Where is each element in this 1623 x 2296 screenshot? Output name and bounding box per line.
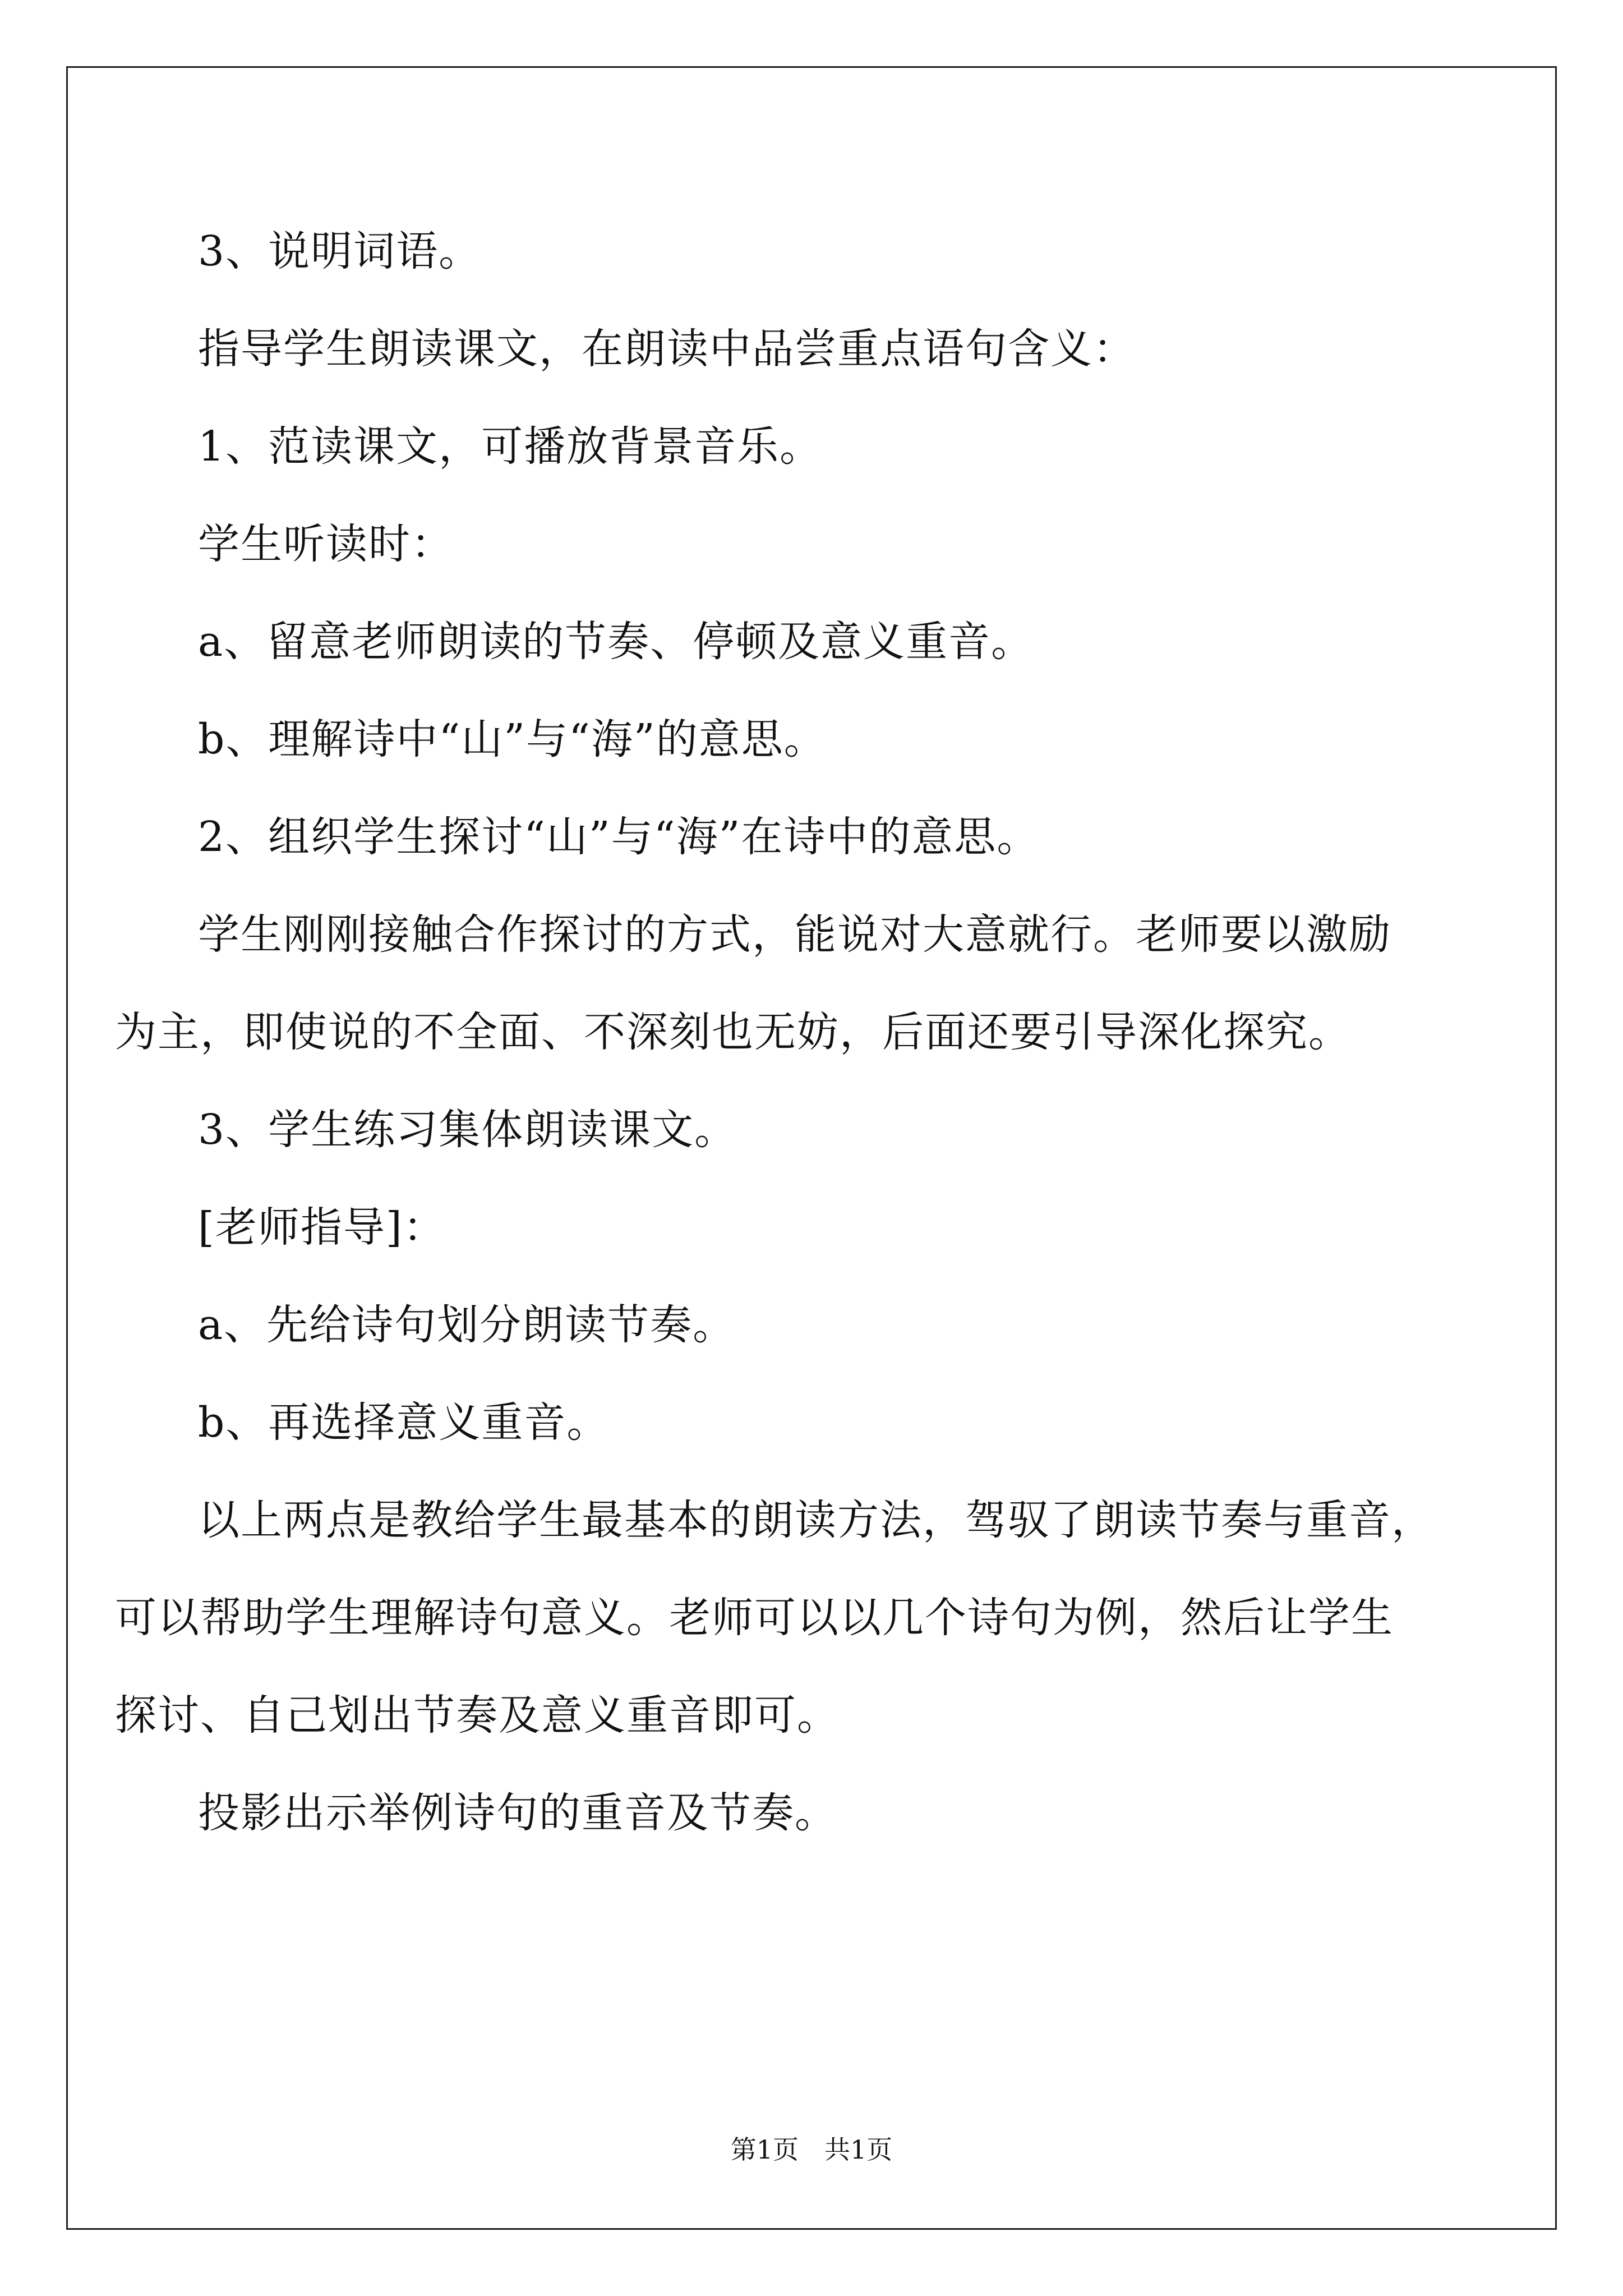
paragraph-13-line-2: 可以帮助学生理解诗句意义。老师可以以几个诗句为例，然后让学生 — [115, 1594, 1394, 1642]
paragraph-6: b、理解诗中“山”与“海”的意思。 — [198, 715, 827, 763]
paragraph-1: 3、说明词语。 — [198, 227, 482, 275]
paragraph-3: 1、范读课文，可播放背景音乐。 — [198, 422, 823, 471]
page-number-label: 第1页 共1页 — [730, 2134, 893, 2165]
page-footer — [0, 2133, 1623, 2166]
paragraph-10: [老师指导]： — [198, 1203, 446, 1251]
paragraph-4: 学生听读时： — [198, 520, 454, 568]
paragraph-14: 投影出示举例诗句的重音及节奏。 — [198, 1789, 837, 1837]
paragraph-11: a、先给诗句划分朗读节奏。 — [198, 1301, 736, 1349]
paragraph-9: 3、学生练习集体朗读课文。 — [198, 1106, 737, 1154]
paragraph-2: 指导学生朗读课文，在朗读中品尝重点语句含义： — [198, 325, 1136, 373]
paragraph-7: 2、组织学生探讨“山”与“海”在诗中的意思。 — [198, 813, 1040, 861]
paragraph-12: b、再选择意义重音。 — [198, 1398, 610, 1447]
paragraph-13-line-3: 探讨、自己划出节奏及意义重音即可。 — [115, 1691, 840, 1740]
paragraph-13-line-1: 以上两点是教给学生最基本的朗读方法，驾驭了朗读节奏与重音， — [198, 1496, 1434, 1544]
paragraph-8-line-2: 为主，即使说的不全面、不深刻也无妨，后面还要引导深化探究。 — [115, 1008, 1351, 1056]
paragraph-8-line-1: 学生刚刚接触合作探讨的方式，能说对大意就行。老师要以激励 — [198, 910, 1391, 959]
paragraph-5: a、留意老师朗读的节奏、停顿及意义重音。 — [198, 618, 1034, 666]
